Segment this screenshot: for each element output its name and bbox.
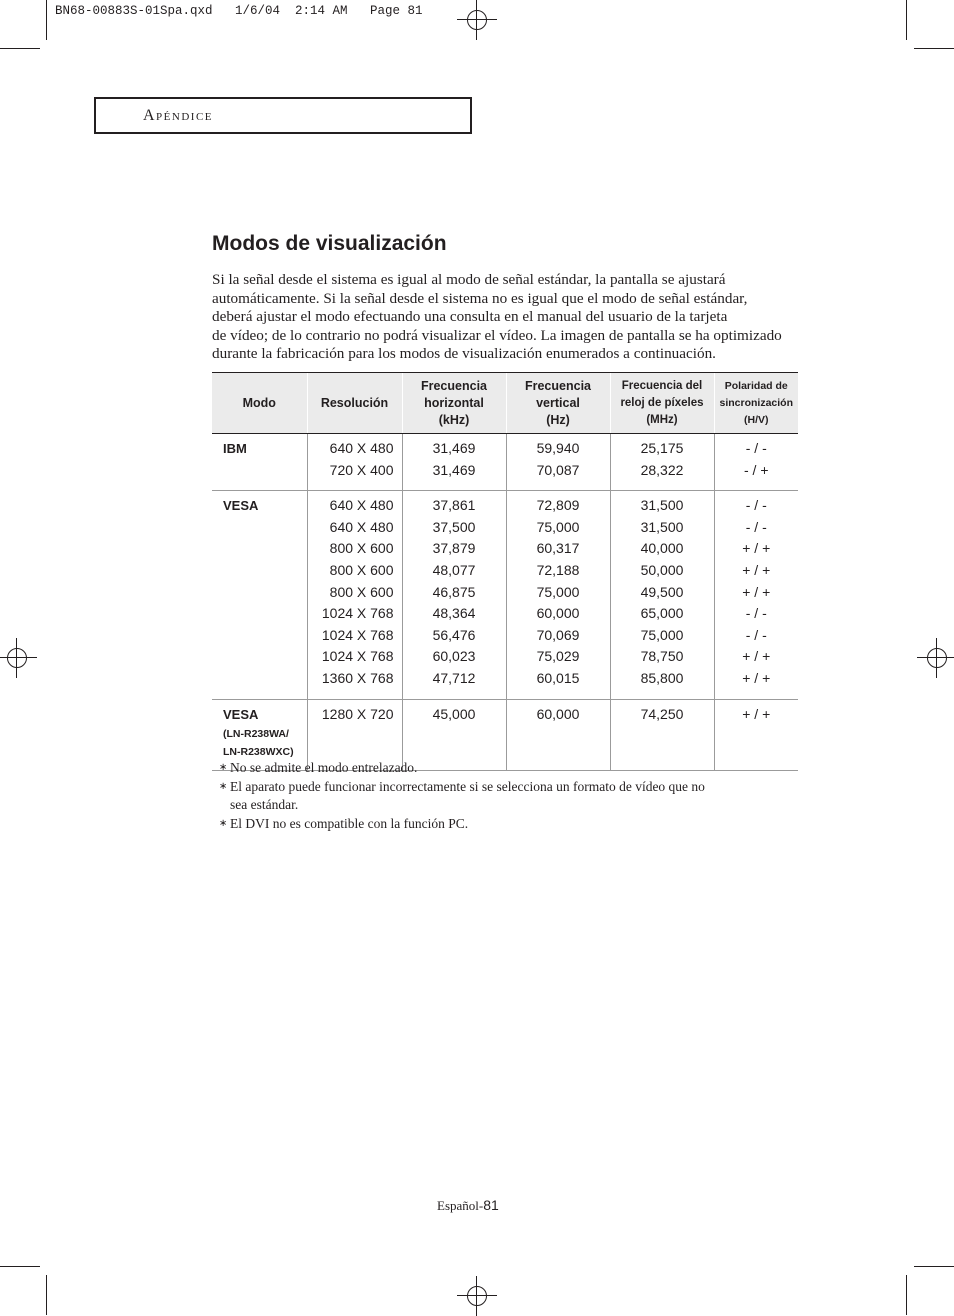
notes-list bbox=[219, 759, 705, 833]
sync-polarity-cell: + / + bbox=[714, 699, 798, 771]
note-item: ∗ No se admite el modo entrelazado. bbox=[219, 759, 705, 778]
table-header-row bbox=[212, 373, 798, 434]
asterisk-icon: ∗ bbox=[219, 780, 228, 792]
intro-line: de vídeo; de lo contrario no podrá visualizar el vídeo. La imagen de pantalla se ha optimizado bbox=[212, 326, 782, 344]
header-pixel-clock: Frecuencia del reloj de píxeles (MHz) bbox=[610, 373, 714, 434]
intro-line: deberá ajustar el modo efectuando una consulta en el manual del usuario de la tarjeta bbox=[212, 308, 728, 326]
crop-mark-tr-h bbox=[914, 48, 954, 49]
registration-mark-icon bbox=[917, 638, 954, 678]
registration-mark-icon bbox=[0, 638, 37, 678]
mode-cell: IBM bbox=[212, 434, 307, 491]
note-item: ∗ El aparato puede funcionar incorrectamente si se selecciona un formato de vídeo que no sea estándar. bbox=[219, 778, 705, 812]
crop-mark-tl-v bbox=[46, 0, 47, 40]
resolution-cell: 1280 X 720 bbox=[307, 699, 402, 771]
page-title: Modos de visualización bbox=[212, 232, 447, 255]
mode-cell: VESA (LN-R238WA/ LN-R238WXC) bbox=[212, 699, 307, 771]
note-item: ∗ El DVI no es compatible con la función PC. bbox=[219, 815, 705, 834]
resolution-cell: 640 X 480 640 X 480 800 X 600 800 X 600 800 X 600 1024 X 768 1024 X 768 1024 X 768 1360 X 768 bbox=[307, 491, 402, 699]
table-row bbox=[212, 491, 798, 699]
horizontal-frequency-cell: 45,000 bbox=[402, 699, 506, 771]
header-resolution: Resolución bbox=[307, 373, 402, 434]
intro-line: Si la señal desde el sistema es igual al modo de señal estándar, la pantalla se ajustará bbox=[212, 271, 726, 288]
crop-mark-bl-v bbox=[46, 1275, 47, 1315]
sync-polarity-cell: - / - - / + bbox=[714, 434, 798, 491]
intro-line: durante la fabricación para los modos de visualización enumerados a continuación. bbox=[212, 345, 716, 363]
page-number: 81 bbox=[483, 1197, 499, 1213]
footer-label: Español- bbox=[437, 1198, 484, 1213]
table-row bbox=[212, 434, 798, 491]
crop-mark-br-h bbox=[914, 1266, 954, 1267]
vertical-frequency-cell: 60,000 bbox=[506, 699, 610, 771]
crop-mark-tl-h bbox=[0, 48, 40, 49]
sync-polarity-cell: - / - - / - + / + + / + + / + - / - - / - + / + + / + bbox=[714, 491, 798, 699]
pixel-clock-cell: 74,250 bbox=[610, 699, 714, 771]
pixel-clock-cell: 31,500 31,500 40,000 50,000 49,500 65,000 75,000 78,750 85,800 bbox=[610, 491, 714, 699]
page-footer bbox=[437, 1197, 499, 1214]
header-horizontal-frequency: Frecuencia horizontal (kHz) bbox=[402, 373, 506, 434]
header-sync-polarity: Polaridad de sincronización (H/V) bbox=[714, 373, 798, 434]
section-label: Apéndice bbox=[143, 107, 213, 124]
mode-cell: VESA bbox=[212, 491, 307, 699]
vertical-frequency-cell: 59,940 70,087 bbox=[506, 434, 610, 491]
crop-mark-bl-h bbox=[0, 1266, 40, 1267]
intro-paragraph bbox=[212, 271, 852, 364]
pixel-clock-cell: 25,175 28,322 bbox=[610, 434, 714, 491]
header-vertical-frequency: Frecuencia vertical (Hz) bbox=[506, 373, 610, 434]
header-mode: Modo bbox=[212, 373, 307, 434]
asterisk-icon: ∗ bbox=[219, 762, 228, 773]
print-slug: BN68-00883S-01Spa.qxd 1/6/04 2:14 AM Page 81 bbox=[55, 4, 423, 18]
display-modes-table bbox=[212, 372, 798, 771]
asterisk-icon: ∗ bbox=[219, 817, 228, 829]
registration-mark-icon bbox=[457, 0, 497, 40]
crop-mark-br-v bbox=[906, 1275, 907, 1315]
registration-mark-icon bbox=[457, 1276, 497, 1316]
resolution-cell: 640 X 480 720 X 400 bbox=[307, 434, 402, 491]
horizontal-frequency-cell: 37,861 37,500 37,879 48,077 46,875 48,364 56,476 60,023 47,712 bbox=[402, 491, 506, 699]
vertical-frequency-cell: 72,809 75,000 60,317 72,188 75,000 60,000 70,069 75,029 60,015 bbox=[506, 491, 610, 699]
horizontal-frequency-cell: 31,469 31,469 bbox=[402, 434, 506, 491]
intro-line: automáticamente. Si la señal desde el sistema no es igual que el modo de señal estándar, bbox=[212, 289, 748, 307]
crop-mark-tr-v bbox=[906, 0, 907, 40]
